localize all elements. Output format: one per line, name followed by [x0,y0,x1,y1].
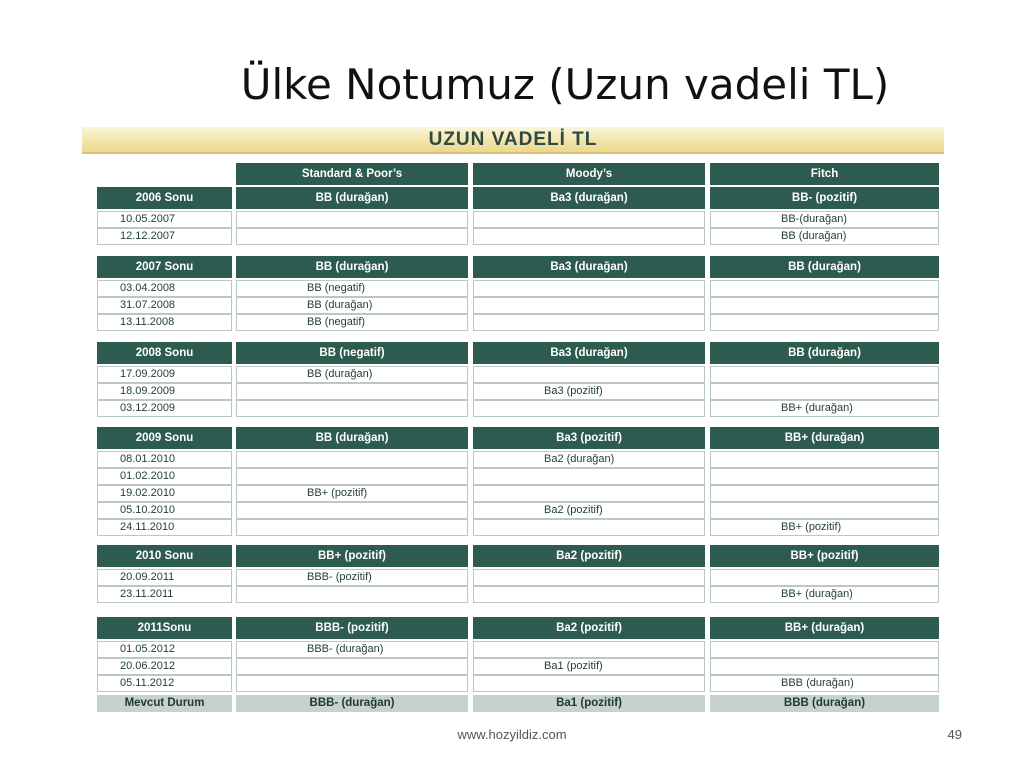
row-date: 18.09.2009 [97,383,232,400]
row-date: 31.07.2008 [97,297,232,314]
row-rating [710,569,939,586]
row-date: 17.09.2009 [97,366,232,383]
row-rating: BBB (durağan) [710,675,939,692]
group-rating: BB+ (pozitif) [710,545,939,567]
row-rating [710,314,939,331]
row-date: 24.11.2010 [97,519,232,536]
row-rating [710,451,939,468]
group-rating: BBB- (pozitif) [236,617,468,639]
row-rating: BB+ (durağan) [710,586,939,603]
current-label: Mevcut Durum [97,695,232,712]
row-rating [473,366,705,383]
row-rating [710,468,939,485]
row-date: 20.06.2012 [97,658,232,675]
group-rating: BB (durağan) [236,427,468,449]
row-rating: BB (negatif) [236,280,468,297]
slide-title: Ülke Notumuz (Uzun vadeli TL) [240,60,890,109]
row-date: 23.11.2011 [97,586,232,603]
row-rating [236,451,468,468]
row-rating: Ba2 (durağan) [473,451,705,468]
row-date: 19.02.2010 [97,485,232,502]
group-rating: Ba3 (durağan) [473,342,705,364]
group-rating: BB (durağan) [710,342,939,364]
row-rating [710,280,939,297]
group-label: 2011Sonu [97,617,232,639]
row-rating: BB (durağan) [236,366,468,383]
current-rating: BBB- (durağan) [236,695,468,712]
row-rating: BB (durağan) [710,228,939,245]
group-label: 2010 Sonu [97,545,232,567]
group-rating: BB (durağan) [710,256,939,278]
row-rating: BB+ (pozitif) [236,485,468,502]
group-label: 2006 Sonu [97,187,232,209]
group-rating: BB (durağan) [236,256,468,278]
row-date: 10.05.2007 [97,211,232,228]
group-label: 2007 Sonu [97,256,232,278]
row-rating: BB (durağan) [236,297,468,314]
row-date: 12.12.2007 [97,228,232,245]
row-rating [473,297,705,314]
group-rating: Ba2 (pozitif) [473,617,705,639]
row-rating [236,519,468,536]
column-header: Moody’s [473,163,705,185]
row-rating [236,586,468,603]
row-rating: Ba2 (pozitif) [473,502,705,519]
website-footer: www.hozyildiz.com [457,727,567,742]
row-date: 03.12.2009 [97,400,232,417]
row-rating [236,502,468,519]
group-rating: Ba3 (pozitif) [473,427,705,449]
row-rating [473,641,705,658]
row-rating [473,280,705,297]
row-rating: Ba1 (pozitif) [473,658,705,675]
current-rating: BBB (durağan) [710,695,939,712]
group-rating: Ba2 (pozitif) [473,545,705,567]
group-rating: BB+ (durağan) [710,427,939,449]
row-rating [710,641,939,658]
row-rating [473,211,705,228]
row-rating [710,658,939,675]
row-rating [236,468,468,485]
row-rating [236,383,468,400]
row-date: 01.02.2010 [97,468,232,485]
row-rating [473,468,705,485]
row-rating [236,211,468,228]
group-rating: BB- (pozitif) [710,187,939,209]
row-rating: BB-(durağan) [710,211,939,228]
group-rating: BB (negatif) [236,342,468,364]
row-rating [473,519,705,536]
row-date: 05.11.2012 [97,675,232,692]
row-rating [236,228,468,245]
row-rating: BB+ (durağan) [710,400,939,417]
row-rating [710,383,939,400]
column-header: Fitch [710,163,939,185]
row-rating [473,569,705,586]
row-date: 05.10.2010 [97,502,232,519]
group-label: 2009 Sonu [97,427,232,449]
table-banner: UZUN VADELİ TL [82,127,944,154]
row-rating [473,314,705,331]
row-rating: BB+ (pozitif) [710,519,939,536]
current-rating: Ba1 (pozitif) [473,695,705,712]
row-rating: BBB- (durağan) [236,641,468,658]
row-date: 13.11.2008 [97,314,232,331]
row-rating [710,297,939,314]
row-rating [473,586,705,603]
row-rating [710,502,939,519]
row-rating [473,400,705,417]
group-rating: BB (durağan) [236,187,468,209]
row-date: 08.01.2010 [97,451,232,468]
row-rating [236,675,468,692]
group-rating: Ba3 (durağan) [473,256,705,278]
row-rating [473,675,705,692]
row-date: 01.05.2012 [97,641,232,658]
group-rating: BB+ (durağan) [710,617,939,639]
row-rating: BB (negatif) [236,314,468,331]
row-date: 20.09.2011 [97,569,232,586]
group-rating: BB+ (pozitif) [236,545,468,567]
page-number: 49 [947,727,962,742]
row-rating [236,400,468,417]
row-rating [473,228,705,245]
row-date: 03.04.2008 [97,280,232,297]
column-header: Standard & Poor’s [236,163,468,185]
row-rating: BBB- (pozitif) [236,569,468,586]
row-rating [236,658,468,675]
group-label: 2008 Sonu [97,342,232,364]
row-rating [710,366,939,383]
row-rating [473,485,705,502]
row-rating [710,485,939,502]
row-rating: Ba3 (pozitif) [473,383,705,400]
group-rating: Ba3 (durağan) [473,187,705,209]
